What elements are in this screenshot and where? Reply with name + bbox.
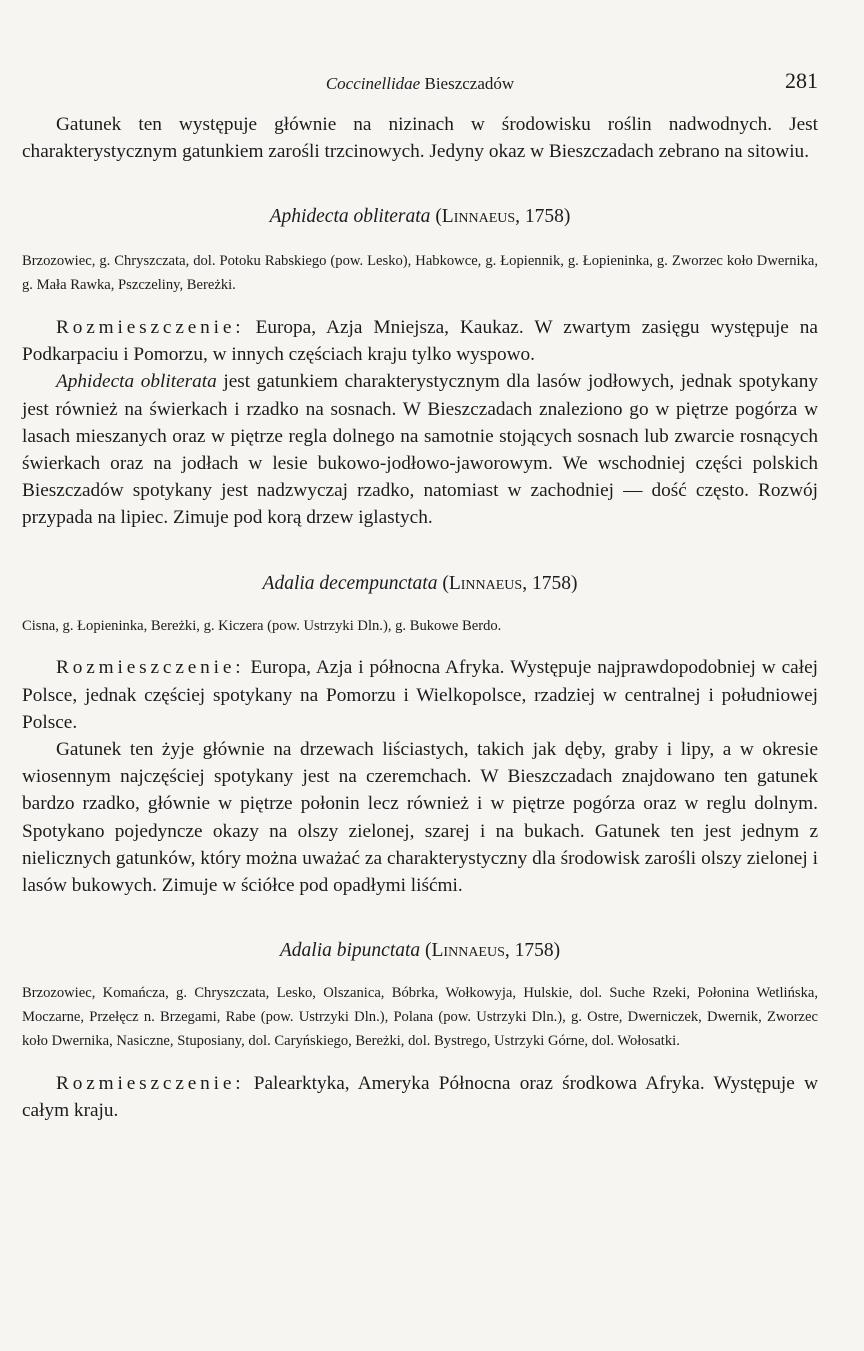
localities-list: Cisna, g. Łopieninka, Bereżki, g. Kiczera (pow. Ustrzyki Dln.), g. Bukowe Berdo. xyxy=(22,617,502,634)
distribution-label: Rozmieszczenie: xyxy=(56,317,245,338)
species-heading xyxy=(22,937,818,964)
ecology-paragraph xyxy=(22,368,818,531)
distribution-paragraph xyxy=(22,314,818,368)
species-name: Adalia bipunctata xyxy=(279,940,421,962)
distribution-label: Rozmieszczenie: xyxy=(56,1072,245,1094)
species-name: Adalia decempunctata xyxy=(262,572,438,594)
species-heading xyxy=(22,570,818,597)
distribution-paragraph xyxy=(22,654,818,736)
distribution-paragraph xyxy=(22,1070,818,1124)
localities-list: Brzozowiec, g. Chryszczata, dol. Potoku Rabskiego (pow. Lesko), Habkowce, g. Łopiennik, g. Łopieninka, g. Zworzec koło Dwernika, g. Mała Rawka, Pszczeliny, Bereżki. xyxy=(22,253,818,294)
intro-paragraph: Gatunek ten występuje głównie na nizinach w środowisku roślin nadwodnych. Jest charakterystycznym gatunkiem zarośli trzcinowych. Jedyny okaz w Bieszczadach zebrano na sitowiu. xyxy=(22,114,818,163)
ecology-paragraph: Gatunek ten żyje głównie na drzewach liściastych, takich jak dęby, graby i lipy, a w okresie wiosennym najczęściej spotykany jest na czeremchach. W Bieszczadach znajdowano ten gatunek bardzo rzadko, głównie w piętrze połonin lecz również i w piętrze pogórza oraz w reglu dolnym. Spotykano pojedyncze okazy na olszy zielonej, szarej i na bukach. Gatunek ten jest jednym z nielicznych gatunków, który można uważać za charakterystyczny dla środowisk zarośli olszy zielonej i lasów bukowych. Zimuje w ściółce pod opadłymi liśćmi. xyxy=(22,739,818,897)
ecology-species-name: Aphidecta obliterata xyxy=(56,371,217,393)
species-heading xyxy=(22,203,818,230)
species-author: (Linnaeus, 1758) xyxy=(442,572,578,594)
family-name: Coccinellidae xyxy=(325,74,421,93)
distribution-text: Europa, Azja i północna Afryka. Występuje najprawdopodobniej w całej Polsce, jednak częściej spotykany na Pomorzu i Wielkopolsce, rzadziej w centralnej i południowej Polsce. xyxy=(22,657,818,733)
running-title xyxy=(22,74,818,94)
species-author: (Linnaeus, 1758) xyxy=(435,206,571,228)
distribution-label: Rozmieszczenie: xyxy=(56,657,245,679)
distribution-text: Europa, Azja Mniejsza, Kaukaz. W zwartym zasięgu występuje na Podkarpaciu i Pomorzu, w innych częściach kraju tylko wyspowo. xyxy=(22,317,818,366)
ecology-text: jest gatunkiem charakterystycznym dla lasów jodłowych, jednak spotykany jest również na świerkach i rzadko na sosnach. W Bieszczadach znaleziono go w piętrze pogórza w lasach mieszanych oraz w piętrze regla dolnego na samotnie stojących sosnach lub zwarcie rosnących świerkach oraz na jodłach w lesie bukowo-jodłowo-jaworowym. We wschodniej części polskich Bieszczadów spotykany jest nadzwyczaj rzadko, natomiast w zachodniej — dość często. Rozwój przypada na lipiec. Zimuje pod korą drzew iglastych. xyxy=(22,371,819,529)
species-name: Aphidecta obliterata xyxy=(269,206,431,228)
page-number: 281 xyxy=(785,68,818,93)
localities-list: Brzozowiec, Komańcza, g. Chryszczata, Lesko, Olszanica, Bóbrka, Wołkowyja, Hulskie, dol. Suche Rzeki, Połonina Wetlińska, Moczarne, Przełęcz n. Brzegami, Rabe (pow. Ustrzyki Dln.), Polana (pow. Ustrzyki Dln.), g. Ostre, Dwerniczek, Dwernik, Zworzec koło Dwernika, Nasiczne, Stuposiany, dol. Caryńskiego, Bereżki, dol. Bystrego, Ustrzyki Górne, dol. Wołosatki. xyxy=(22,985,818,1049)
running-head xyxy=(22,68,818,102)
species-author: (Linnaeus, 1758) xyxy=(425,940,561,962)
region-name: Bieszczadów xyxy=(424,74,515,93)
distribution-text: Palearktyka, Ameryka Północna oraz środkowa Afryka. Występuje w całym kraju. xyxy=(22,1072,818,1121)
